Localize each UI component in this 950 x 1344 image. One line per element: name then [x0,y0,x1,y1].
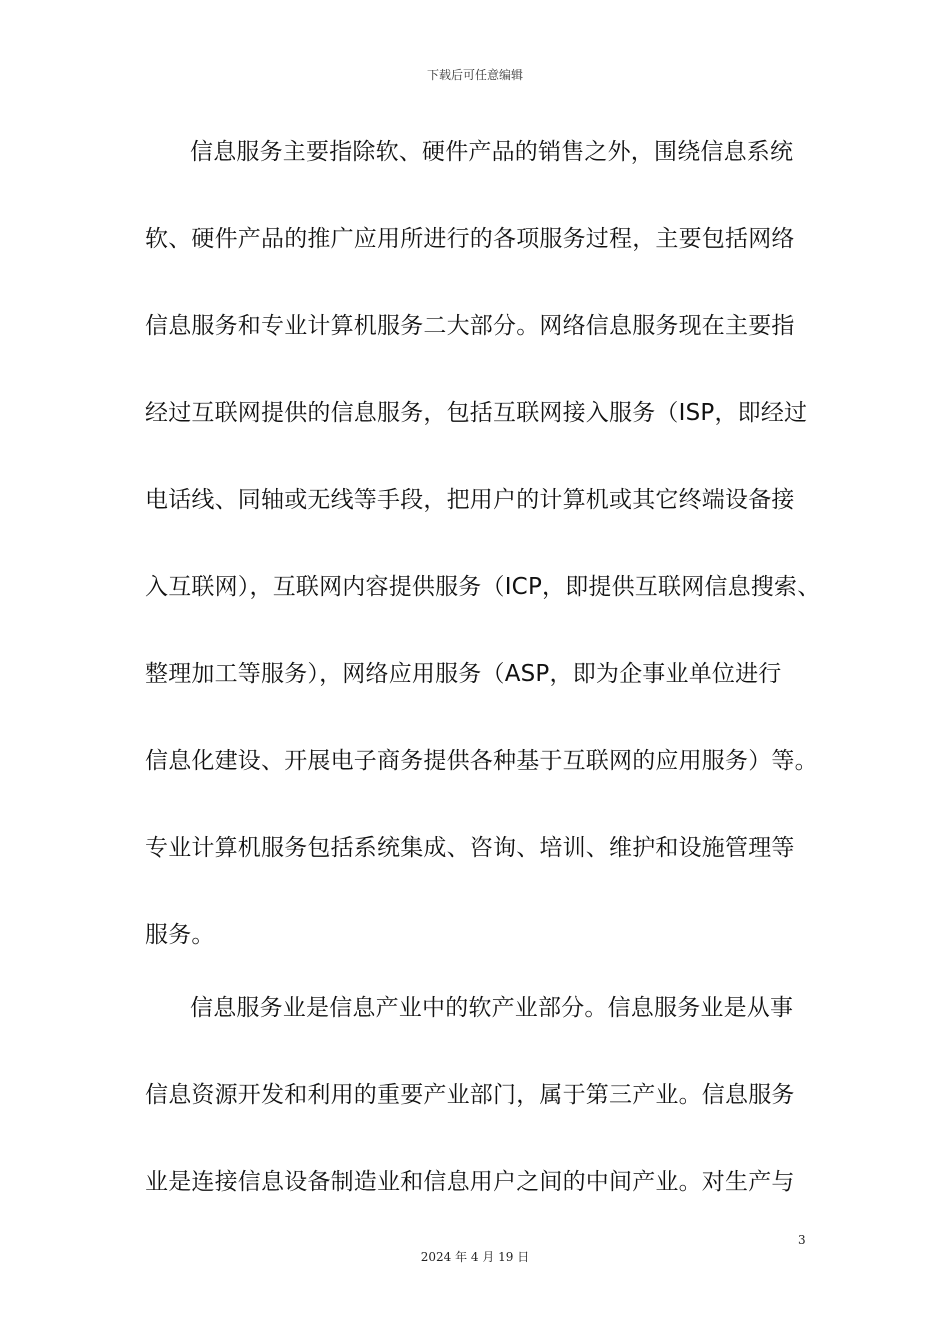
paragraph-1-line-4: 经过互联网提供的信息服务，包括互联网接入服务（ISP，即经过 [145,400,808,426]
paragraph-1-line-3: 信息服务和专业计算机服务二大部分。网络信息服务现在主要指 [145,313,795,339]
paragraph-1-line-9: 专业计算机服务包括系统集成、咨询、培训、维护和设施管理等 [145,835,795,861]
paragraph-1-line-10: 服务。 [145,922,215,948]
page-number: 3 [798,1233,806,1247]
paragraph-2-line-2: 信息资源开发和利用的重要产业部门，属于第三产业。信息服务 [145,1082,795,1108]
paragraph-2-line-1: 信息服务业是信息产业中的软产业部分。信息服务业是从事 [190,995,794,1021]
paragraph-1-line-1: 信息服务主要指除软、硬件产品的销售之外，围绕信息系统 [190,139,794,165]
paragraph-1-line-5: 电话线、同轴或无线等手段，把用户的计算机或其它终端设备接 [145,487,795,513]
paragraph-1-line-6: 入互联网），互联网内容提供服务（ICP，即提供互联网信息搜索、 [145,574,821,600]
paragraph-1-line-2: 软、硬件产品的推广应用所进行的各项服务过程，主要包括网络 [145,226,795,252]
page-footer-date: 2024 年 4 月 19 日 [420,1250,530,1264]
paragraph-1-line-8: 信息化建设、开展电子商务提供各种基于互联网的应用服务）等。 [145,748,818,774]
page-header: 下载后可任意编辑 [426,68,523,82]
paragraph-2-line-3: 业是连接信息设备制造业和信息用户之间的中间产业。对生产与 [145,1169,795,1195]
paragraph-1-line-7: 整理加工等服务），网络应用服务（ASP，即为企事业单位进行 [145,661,782,687]
